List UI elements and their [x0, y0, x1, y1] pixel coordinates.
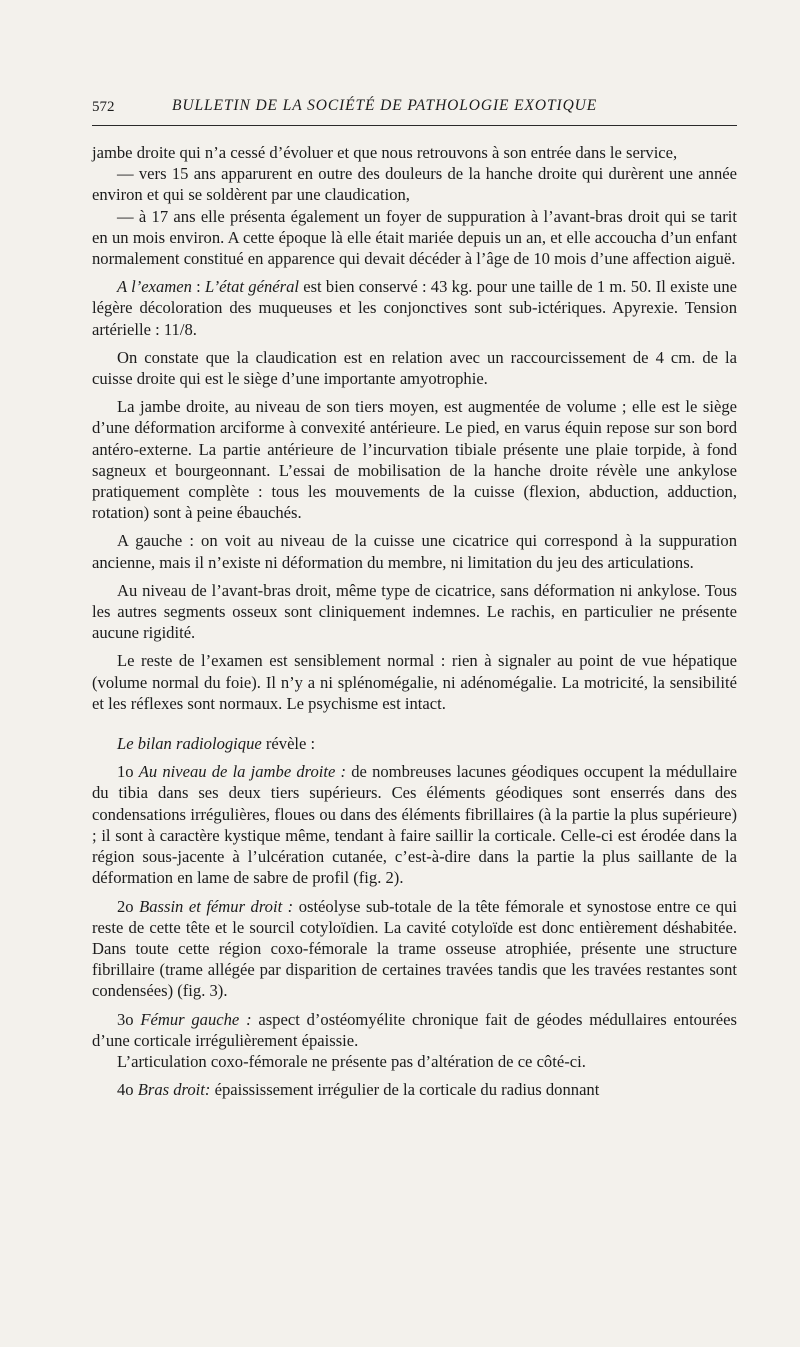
paragraph: Le reste de l’examen est sensiblement normal : rien à signaler au point de vue hépatique (volume normal du foie). Il n’y a ni splénomégalie, ni adénomégalie. La motricité, la sensibilité et les réflexes sont normaux. Le psychisme est intact.	[92, 651, 737, 713]
separator: :	[191, 277, 206, 297]
item-number: 2o	[117, 896, 140, 916]
paragraph	[92, 761, 737, 888]
section-lead: Bassin et fémur droit :	[139, 896, 294, 916]
paragraph-text: révèle :	[261, 734, 316, 754]
paragraph: A gauche : on voit au niveau de la cuisse une cicatrice qui correspond à la suppuration ancienne, mais il n’existe ni déformation du membre, ni limitation du jeu des articulations.	[92, 531, 737, 572]
paragraph: La jambe droite, au niveau de son tiers moyen, est augmentée de volume ; elle est le siège d’une déformation arciforme à convexité antérieure. Le pied, en varus équin repose sur son bord antéro-externe. La partie antérieure de l’incurvation tibiale présente une plaie torpide, à fond sagneux et bourgeonnant. L’essai de mobilisation de la hanche droite révèle une ankylose pratiquement complète : tous les mouvements de la cuisse (flexion, abduction, adduction, rotation) sont à peine ébauchés.	[92, 397, 737, 523]
body-text	[92, 142, 737, 1100]
paragraph-text: épaississement irrégulier de la corticale du radius donnant	[210, 1080, 600, 1100]
page-header	[92, 97, 737, 126]
item-number: 3o	[117, 1009, 141, 1029]
paragraph	[92, 896, 737, 1002]
paragraph: — vers 15 ans apparurent en outre des douleurs de la hanche droite qui durèrent une année environ et qui se soldèrent par une claudication,	[92, 164, 737, 205]
section-lead: L’état général	[205, 277, 299, 297]
paragraph-text: aspect d’ostéomyélite chronique fait de géodes médullaires entourées d’une corticale irrégulièrement épaissie.	[92, 1009, 737, 1050]
section-lead: Bras droit:	[137, 1080, 211, 1100]
paragraph: jambe droite qui n’a cessé d’évoluer et que nous retrouvons à son entrée dans le service,	[92, 143, 678, 162]
item-number: 4o	[117, 1080, 138, 1100]
paragraph: L’articulation coxo-fémorale ne présente pas d’altération de ce côté-ci.	[117, 1051, 586, 1071]
section-lead: Au niveau de la jambe droite :	[138, 762, 347, 782]
section-lead: Le bilan radiologique	[117, 734, 262, 754]
paragraph: On constate que la claudication est en relation avec un raccourcissement de 4 cm. de la cuisse droite qui est le siège d’une importante amyotrophie.	[92, 347, 737, 389]
paragraph-text: ostéolyse sub-totale de la tête fémorale et synostose entre ce qui reste de cette tête et le sourcil cotyloïdien. La cavité cotyloïde est donc entièrement déshabitée. Dans toute cette région coxo-fémorale la trame osseuse atrophiée, présente une structure fibrillaire (trame allégée par disparition de certaines travées tandis que les travées restantes sont condensées) (fig. 3).	[92, 896, 737, 1001]
paragraph: — à 17 ans elle présenta également un foyer de suppuration à l’avant-bras droit qui se tarit en un mois environ. A cette époque là elle était mariée depuis un an, et elle accoucha d’un enfant normalement constitué en apparence qui devait décéder à l’âge de 10 mois d’une affection aiguë.	[92, 206, 737, 269]
paragraph: Au niveau de l’avant-bras droit, même type de cicatrice, sans déformation ni ankylose. Tous les autres segments osseux sont cliniquement indemnes. Le rachis, en particulier ne présente aucune rigidité.	[92, 580, 737, 643]
section-lead: Fémur gauche :	[140, 1009, 252, 1029]
paragraph	[92, 1009, 737, 1051]
page-number: 572	[92, 99, 115, 115]
paragraph	[92, 1079, 737, 1100]
paragraph-text: de nombreuses lacunes géodiques occupent la médullaire du tibia dans ses deux tiers supérieurs. Ces éléments géodiques sont enserrés dans des condensations irrégulières, floues ou dans des éléments fibrillaires (à la partie la plus supérieure) ; il sont à caractère kystique même, tendant à faire saillir la corticale. Celle-ci est érodée dans la région sous-jacente à l’ulcération cutanée, c’est-à-dire dans la partie la plus saillante de la déformation en lame de sabre de profil (fig. 2).	[92, 762, 737, 888]
paragraph	[92, 276, 737, 340]
section-lead: A l’examen	[117, 277, 192, 297]
running-title: BULLETIN DE LA SOCIÉTÉ DE PATHOLOGIE EXOTIQUE	[172, 97, 598, 114]
item-number: 1o	[117, 762, 139, 782]
paragraph-text: est bien conservé : 43 kg. pour une taille de 1 m. 50. Il existe une légère décoloration des muqueuses et les conjonctives sont sub-ictériques. Apyrexie. Tension artérielle : 11/8.	[92, 277, 737, 339]
paragraph	[92, 733, 737, 754]
